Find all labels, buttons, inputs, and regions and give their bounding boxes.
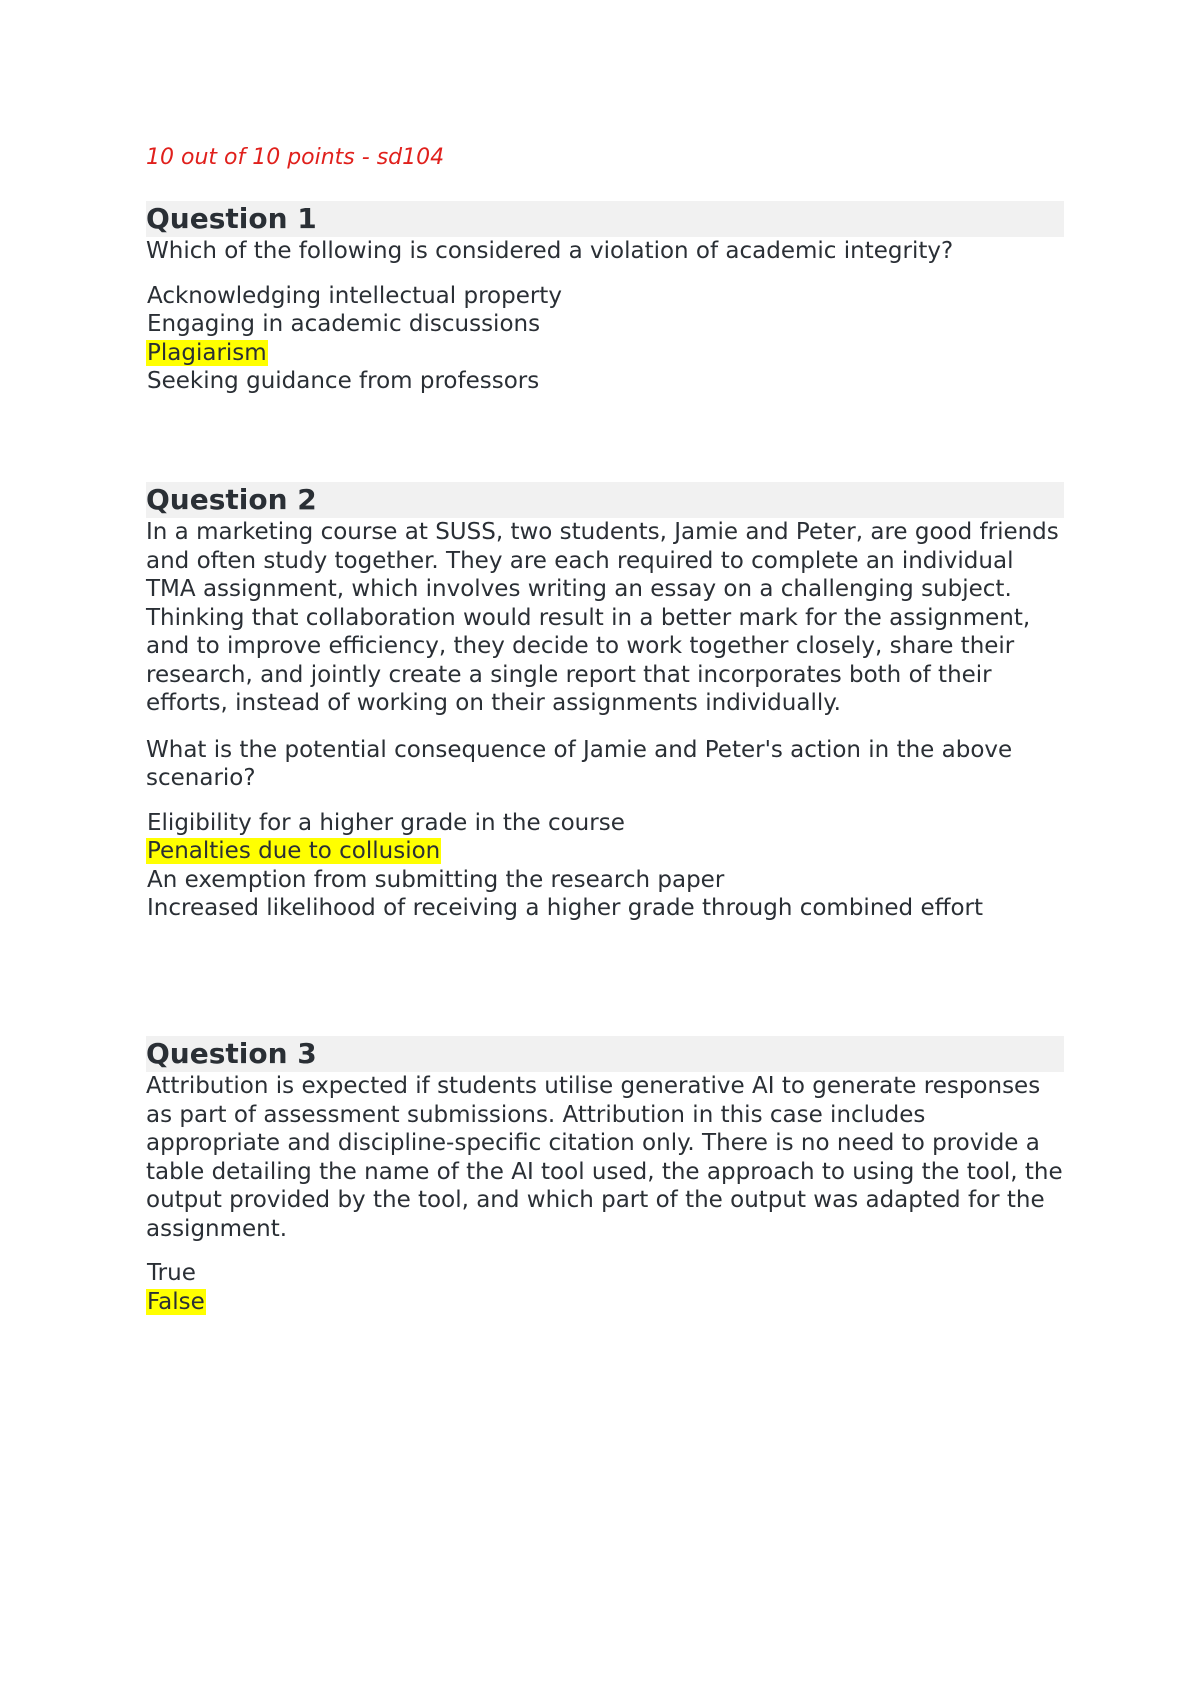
answer-text-highlighted: Penalties due to collusion bbox=[147, 838, 441, 864]
answer-option bbox=[146, 310, 1064, 339]
answer-option bbox=[146, 809, 1064, 838]
answer-option-correct bbox=[146, 837, 1064, 866]
answer-option bbox=[146, 282, 1064, 311]
question-text: In a marketing course at SUSS, two students, Jamie and Peter, are good friends and often study together. They are each required to complete an individual TMA assignment, which involves writing an essay on a challenging subject. Thinking that collaboration would result in a better mark for the assignment, and to improve efficiency, they decide to work together closely, share their research, and jointly create a single report that incorporates both of their efforts, instead of working on their assignments individually. bbox=[146, 519, 1059, 716]
question-title: Question 2 bbox=[146, 482, 1064, 518]
answer-text: Seeking guidance from professors bbox=[147, 368, 540, 394]
answer-option-correct bbox=[146, 1288, 1064, 1317]
score-line: 10 out of 10 points - sd104 bbox=[146, 145, 445, 170]
question-block bbox=[146, 482, 1064, 923]
answer-option bbox=[146, 1259, 1064, 1288]
question-prompt: What is the potential consequence of Jamie and Peter's action in the above scenario? bbox=[146, 736, 1013, 791]
answer-option bbox=[146, 894, 1064, 923]
answer-list bbox=[146, 809, 1064, 923]
answer-text: Engaging in academic discussions bbox=[147, 311, 541, 337]
answer-text: Increased likelihood of receiving a higher grade through combined effort bbox=[147, 895, 983, 921]
answer-text-highlighted: False bbox=[147, 1288, 205, 1315]
answer-option bbox=[146, 866, 1064, 895]
question-block bbox=[146, 201, 1064, 396]
answer-text: Eligibility for a higher grade in the course bbox=[147, 809, 625, 836]
answer-text-highlighted: Plagiarism bbox=[147, 339, 267, 366]
question-block bbox=[146, 1036, 1064, 1316]
question-text: Which of the following is considered a violation of academic integrity? bbox=[146, 238, 954, 264]
answer-list bbox=[146, 1259, 1064, 1316]
question-title: Question 3 bbox=[146, 1036, 1064, 1072]
answer-list bbox=[146, 282, 1064, 396]
question-title: Question 1 bbox=[146, 201, 1064, 237]
answer-text: True bbox=[147, 1260, 196, 1286]
question-text: Attribution is expected if students utilise generative AI to generate responses as part of assessment submissions. Attribution in this case includes appropriate and discipline-specific citation only. There is no need to provide a table detailing the name of the AI tool used, the approach to using the tool, the output provided by the tool, and which part of the output was adapted for the assignment. bbox=[146, 1073, 1063, 1242]
answer-option bbox=[146, 367, 1064, 396]
answer-text: Acknowledging intellectual property bbox=[147, 282, 562, 309]
answer-option-correct bbox=[146, 339, 1064, 368]
answer-text: An exemption from submitting the research paper bbox=[147, 866, 725, 893]
